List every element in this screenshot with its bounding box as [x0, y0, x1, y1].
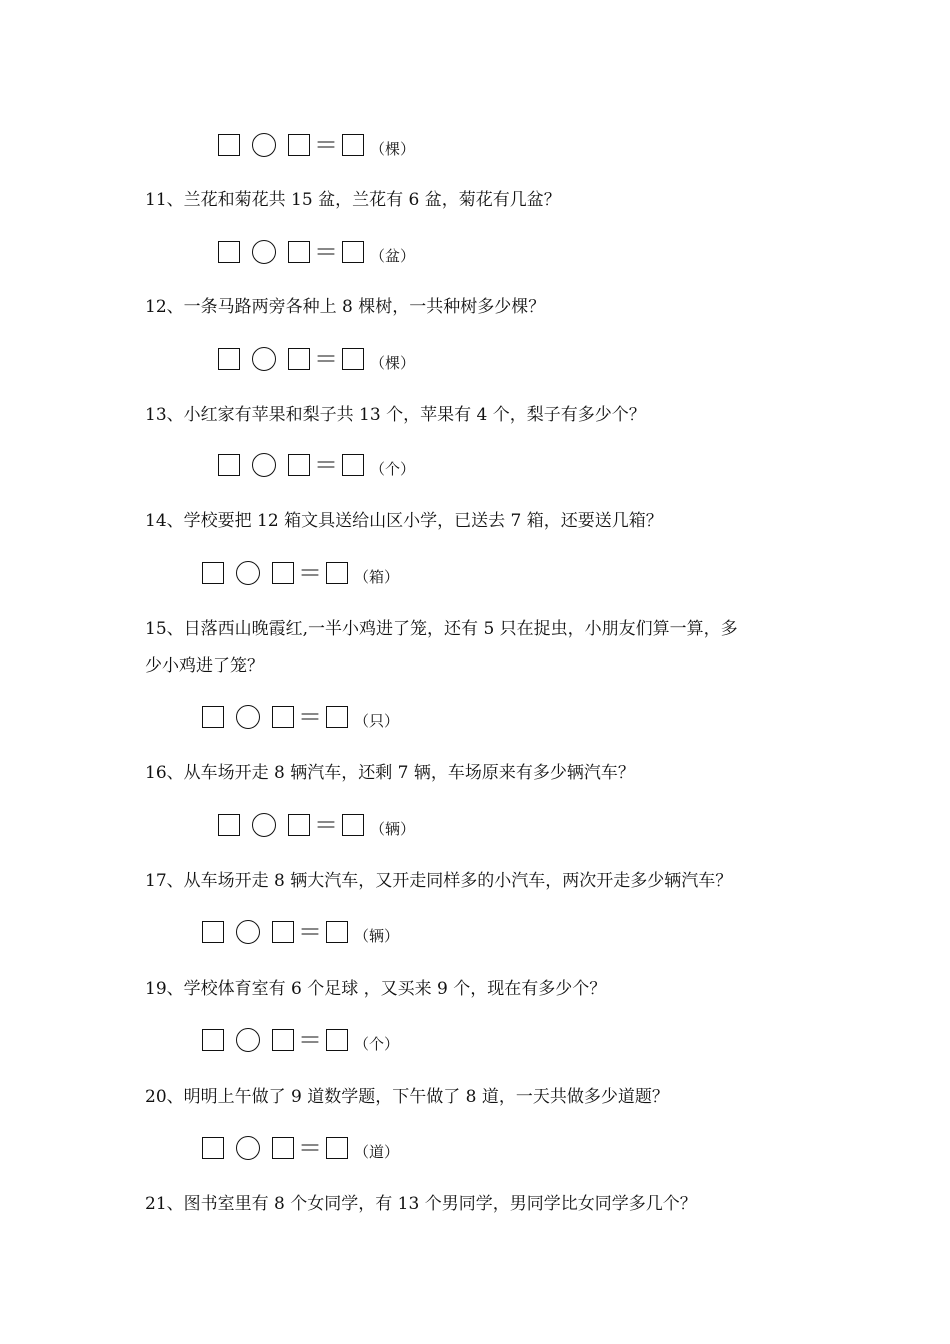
answer-equation	[218, 812, 415, 838]
equals-sign: ＝	[298, 1026, 322, 1054]
operator-circle[interactable]	[252, 133, 276, 157]
result-box[interactable]	[326, 562, 348, 584]
result-box[interactable]	[342, 814, 364, 836]
answer-equation	[202, 560, 399, 586]
answer-equation	[218, 239, 415, 265]
answer-box[interactable]	[288, 134, 310, 156]
answer-box[interactable]	[288, 814, 310, 836]
unit-label: （棵）	[370, 139, 416, 158]
unit-label: （只）	[354, 711, 400, 730]
answer-box[interactable]	[218, 241, 240, 263]
equals-sign: ＝	[314, 345, 338, 373]
question-text: 14、学校要把 12 箱文具送给山区小学，已送去 7 箱，还要送几箱？	[145, 511, 663, 531]
result-box[interactable]	[326, 1137, 348, 1159]
result-box[interactable]	[342, 241, 364, 263]
operator-circle[interactable]	[252, 813, 276, 837]
equals-sign: ＝	[314, 451, 338, 479]
result-box[interactable]	[342, 134, 364, 156]
answer-box[interactable]	[202, 562, 224, 584]
question-text: 13、小红家有苹果和梨子共 13 个，苹果有 4 个，梨子有多少个？	[145, 405, 646, 425]
unit-label: （道）	[354, 1142, 400, 1161]
unit-label: （个）	[370, 459, 416, 478]
equals-sign: ＝	[298, 1134, 322, 1162]
unit-label: （个）	[354, 1034, 400, 1053]
question-text: 21、图书室里有 8 个女同学，有 13 个男同学，男同学比女同学多几个？	[145, 1194, 697, 1214]
operator-circle[interactable]	[236, 705, 260, 729]
question-text-continued: 少小鸡进了笼？	[145, 656, 264, 676]
answer-equation	[218, 452, 415, 478]
answer-box[interactable]	[202, 1029, 224, 1051]
question-text: 19、学校体育室有 6 个足球 ，又买来 9 个，现在有多少个？	[145, 979, 607, 999]
answer-box[interactable]	[272, 706, 294, 728]
unit-label: （辆）	[354, 926, 400, 945]
question-text: 15、日落西山晚霞红,一半小鸡进了笼，还有 5 只在捉虫，小朋友们算一算，多	[145, 619, 738, 639]
answer-box[interactable]	[272, 562, 294, 584]
answer-equation	[218, 346, 415, 372]
answer-box[interactable]	[272, 921, 294, 943]
operator-circle[interactable]	[236, 561, 260, 585]
result-box[interactable]	[342, 348, 364, 370]
answer-box[interactable]	[288, 454, 310, 476]
equals-sign: ＝	[314, 238, 338, 266]
operator-circle[interactable]	[236, 920, 260, 944]
unit-label: （棵）	[370, 353, 416, 372]
unit-label: （盆）	[370, 246, 416, 265]
answer-box[interactable]	[218, 454, 240, 476]
answer-box[interactable]	[202, 706, 224, 728]
operator-circle[interactable]	[252, 240, 276, 264]
answer-box[interactable]	[218, 814, 240, 836]
answer-equation	[202, 1135, 399, 1161]
answer-box[interactable]	[272, 1029, 294, 1051]
equals-sign: ＝	[314, 811, 338, 839]
answer-equation	[202, 1027, 399, 1053]
result-box[interactable]	[326, 1029, 348, 1051]
result-box[interactable]	[342, 454, 364, 476]
operator-circle[interactable]	[236, 1028, 260, 1052]
answer-box[interactable]	[272, 1137, 294, 1159]
answer-equation	[202, 704, 399, 730]
question-text: 11、兰花和菊花共 15 盆，兰花有 6 盆，菊花有几盆？	[145, 190, 561, 210]
answer-box[interactable]	[288, 241, 310, 263]
answer-equation	[202, 919, 399, 945]
operator-circle[interactable]	[252, 453, 276, 477]
question-text: 20、明明上午做了 9 道数学题，下午做了 8 道，一天共做多少道题？	[145, 1087, 669, 1107]
question-text: 16、从车场开走 8 辆汽车，还剩 7 辆，车场原来有多少辆汽车？	[145, 763, 635, 783]
answer-equation	[218, 132, 415, 158]
unit-label: （辆）	[370, 819, 416, 838]
equals-sign: ＝	[298, 918, 322, 946]
question-text: 17、从车场开走 8 辆大汽车，又开走同样多的小汽车，两次开走多少辆汽车？	[145, 871, 733, 891]
answer-box[interactable]	[202, 921, 224, 943]
answer-box[interactable]	[218, 348, 240, 370]
operator-circle[interactable]	[236, 1136, 260, 1160]
equals-sign: ＝	[314, 131, 338, 159]
question-text: 12、一条马路两旁各种上 8 棵树，一共种树多少棵？	[145, 297, 546, 317]
answer-box[interactable]	[218, 134, 240, 156]
result-box[interactable]	[326, 921, 348, 943]
answer-box[interactable]	[288, 348, 310, 370]
equals-sign: ＝	[298, 559, 322, 587]
unit-label: （箱）	[354, 567, 400, 586]
operator-circle[interactable]	[252, 347, 276, 371]
answer-box[interactable]	[202, 1137, 224, 1159]
result-box[interactable]	[326, 706, 348, 728]
equals-sign: ＝	[298, 703, 322, 731]
